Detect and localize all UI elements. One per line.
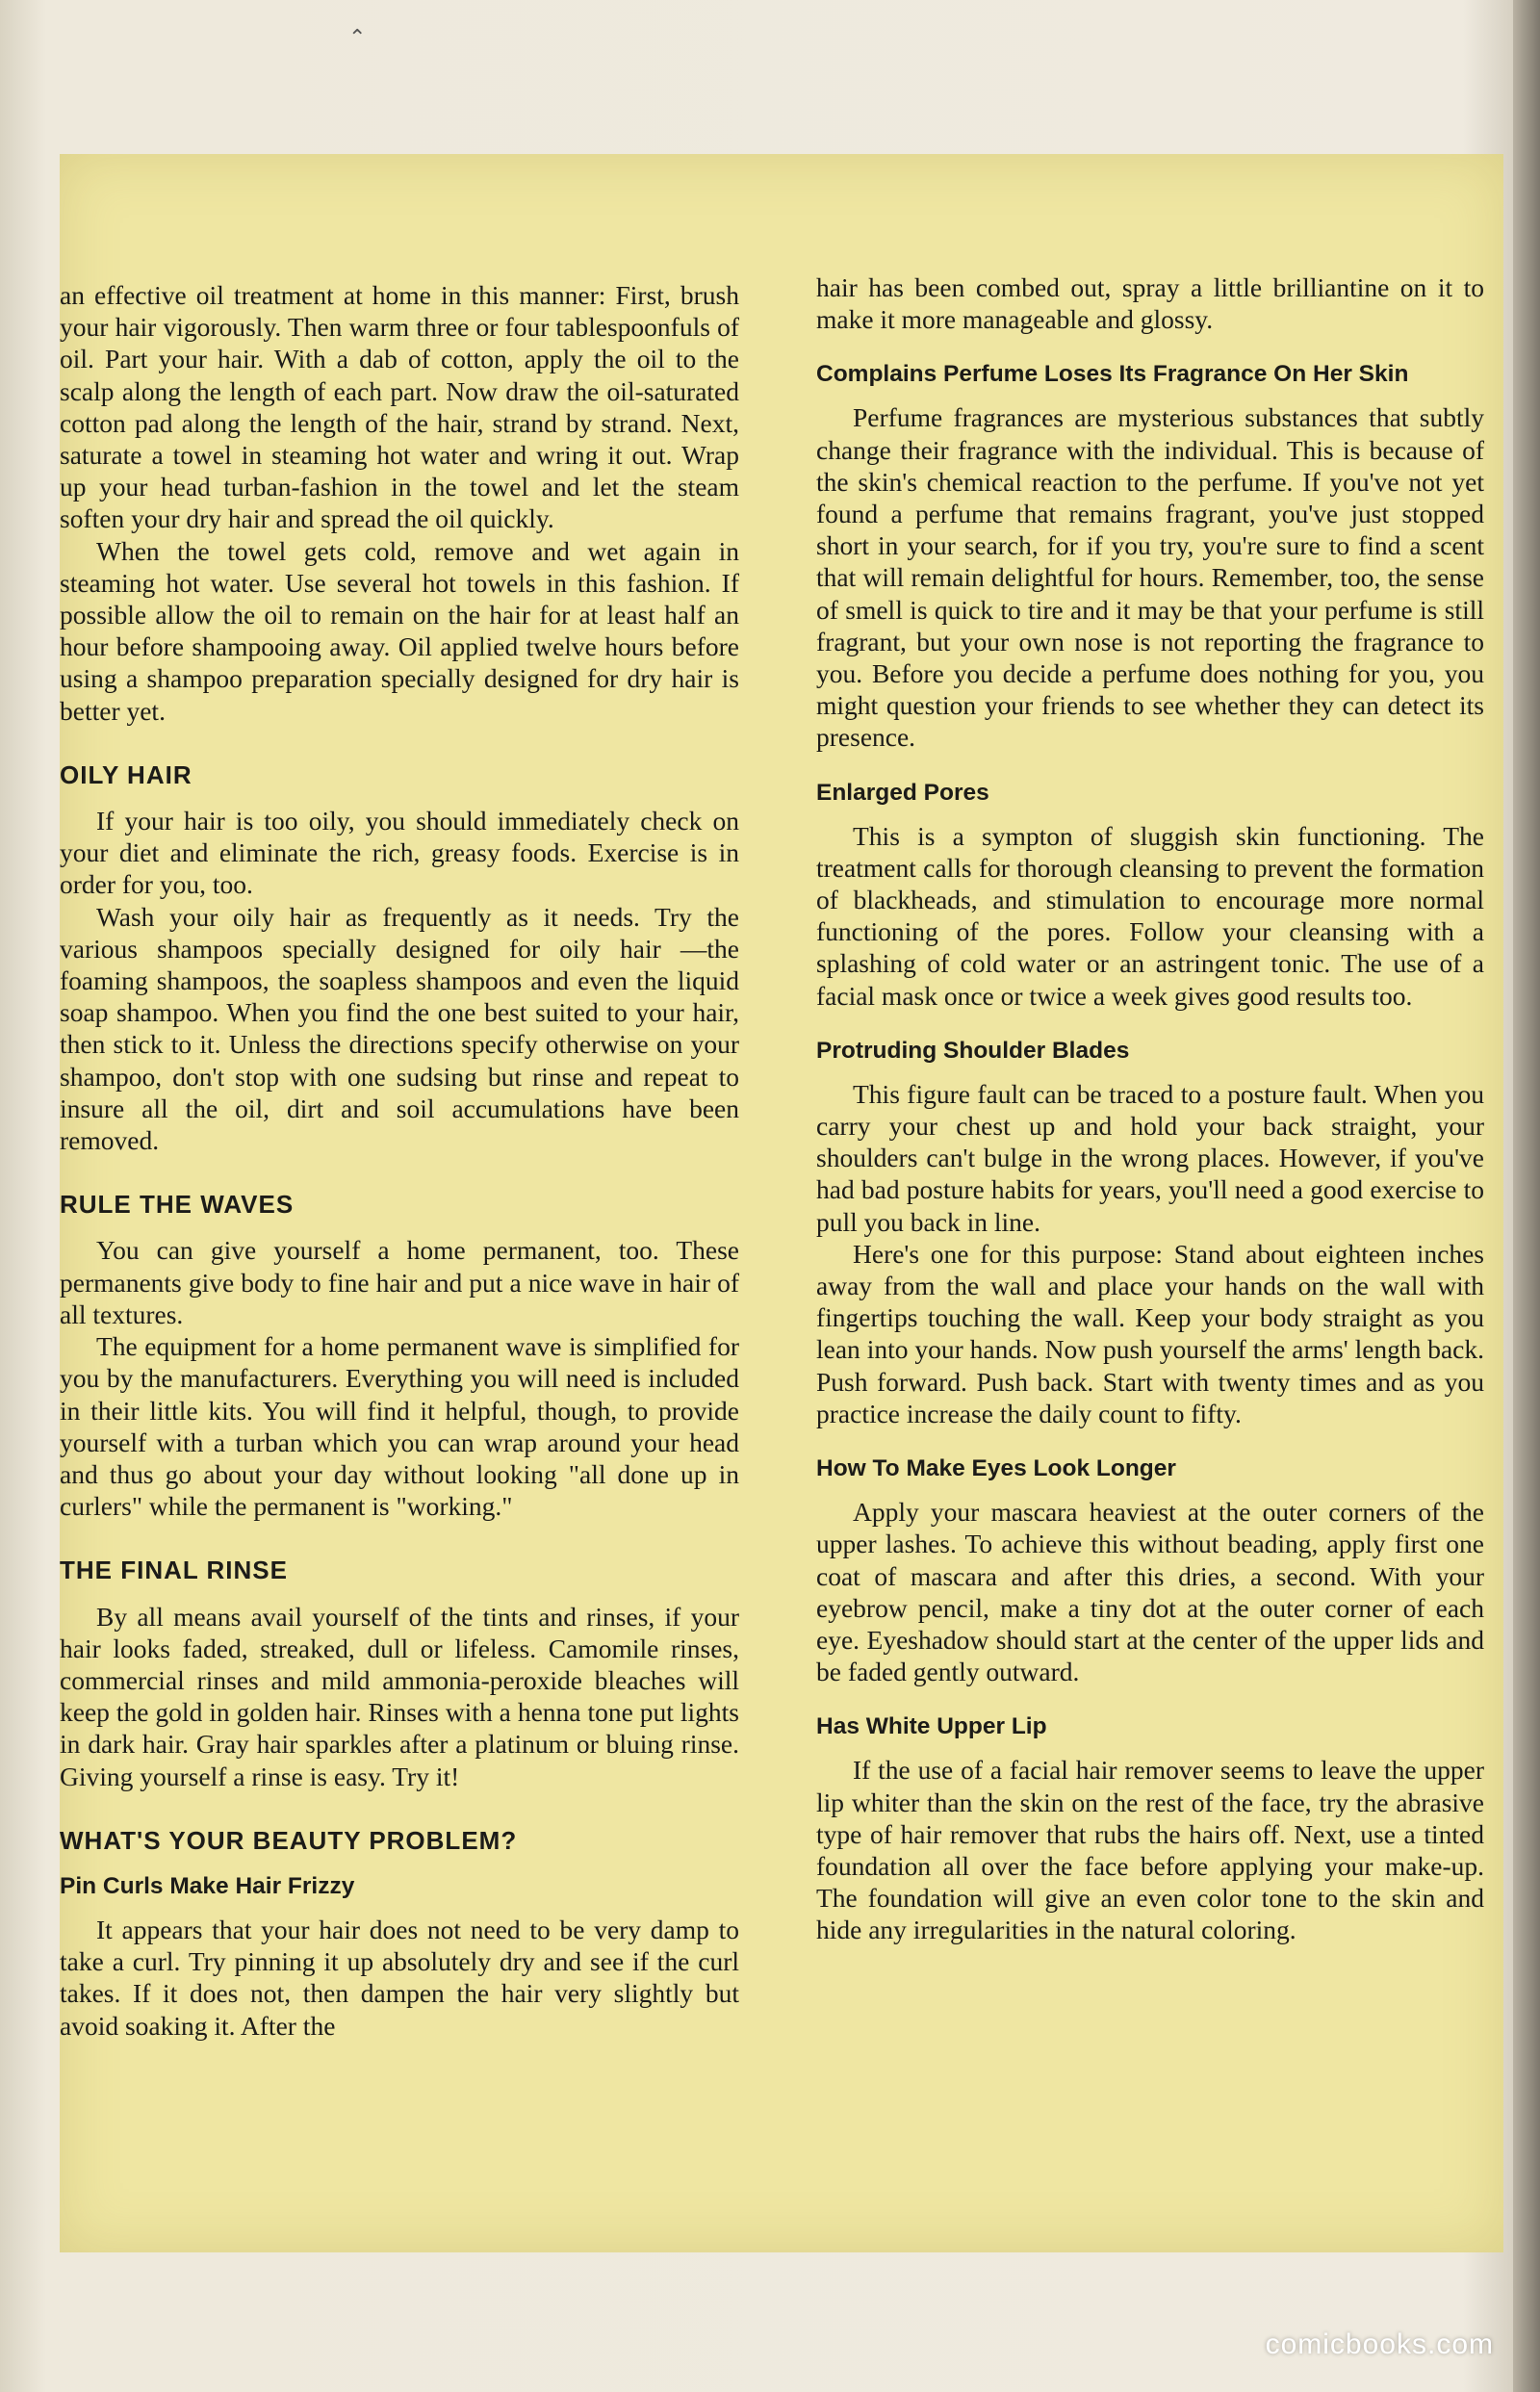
heading-final-rinse: THE FINAL RINSE bbox=[60, 1556, 288, 1585]
heading-beauty-problem: WHAT'S YOUR BEAUTY PROBLEM? bbox=[60, 1825, 518, 1855]
subheading-eyes-longer: How To Make Eyes Look Longer bbox=[816, 1455, 1176, 1482]
subheading-white-upper-lip: Has White Upper Lip bbox=[816, 1713, 1047, 1740]
oily-hair-paragraph-1: If your hair is too oily, you should immediately check on your diet and eliminate the rich, greasy foods. Exercise is in order for you, too. bbox=[60, 806, 739, 900]
intro-paragraph-1: an effective oil treatment at home in this manner: First, brush your hair vigorously. Then warm three or four tablespoonfuls of oil. Part your hair. With a dab of cotton, apply the oil to the scalp along the length of each part. Now draw the oil-saturated cotton pad along the length of the hair, strand by strand. Next, saturate a towel in steaming hot water and wring it out. Wrap up your head turban-fashion in the towel and let the steam soften your dry hair and spread the oil quickly. bbox=[60, 280, 739, 534]
subheading-pin-curls: Pin Curls Make Hair Frizzy bbox=[60, 1872, 355, 1899]
perfume-paragraph: Perfume fragrances are mysterious substances that subtly change their fragrance with the individual. This is because of the skin's chemical reaction to the perfume. If you've not yet found a perfume that remains fragrant, you've just stopped short in your search, for if you try, you're sure to find a scent that will remain delightful for hours. Remember, too, the sense of smell is quick to tire and it may be that your perfume is still fragrant, but your own nose is not reporting the fragrance to you. Before you decide a perfume does nothing for you, you might question your friends to see whether they can detect its presence. bbox=[816, 402, 1484, 753]
oily-hair-paragraph-2: Wash your oily hair as frequently as it needs. Try the various shampoos specially designed for oily hair —the foaming shampoos, the soapless shampoos and even the liquid soap shampoo. When you find the one best suited to your hair, then stick to it. Unless the directions specify otherwise on your shampoo, don't stop with one sudsing but rinse and repeat to insure all the oil, dirt and soil accumulations have been removed. bbox=[60, 901, 739, 1156]
pin-curls-paragraph: It appears that your hair does not need to be very damp to take a curl. Try pinning it up absolutely dry and see if the curl takes. If it does not, then dampen the hair very slightly but avoid soaking it. After the bbox=[60, 1914, 739, 2041]
subheading-shoulder-blades: Protruding Shoulder Blades bbox=[816, 1037, 1130, 1064]
intro-paragraph-2: When the towel gets cold, remove and wet again in steaming hot water. Use several hot towels in this fashion. If possible allow the oil to remain on the hair for at least half an hour before shampooing away. Oil applied twelve hours before using a shampoo preparation specially designed for dry hair is better yet. bbox=[60, 535, 739, 726]
shoulders-paragraph-2: Here's one for this purpose: Stand about eighteen inches away from the wall and place your hands on the wall with fingertips touching the wall. Keep your body straight as you lean into your hands. Now push yourself the arms' length back. Push forward. Push back. Start with twenty times and as you practice increase the daily count to fifty. bbox=[816, 1238, 1484, 1428]
continued-paragraph: hair has been combed out, spray a little brilliantine on it to make it more manageable and glossy. bbox=[816, 272, 1484, 335]
rule-waves-paragraph-2: The equipment for a home permanent wave is simplified for you by the manufacturers. Everything you will need is included in their little kits. You will find it helpful, though, to provide yourself with a turban which you can wrap around your head and thus go about your day without looking "all done up in curlers" while the permanent is "working." bbox=[60, 1331, 739, 1522]
subheading-perfume: Complains Perfume Loses Its Fragrance On Her Skin bbox=[816, 361, 1409, 388]
eyes-paragraph: Apply your mascara heaviest at the outer corners of the upper lashes. To achieve this without beading, apply first one coat of mascara and after this dries, a second. With your eyebrow pencil, make a tiny dot at the outer corner of each eye. Eyeshadow should start at the center of the upper lids and be faded gently outward. bbox=[816, 1497, 1484, 1687]
subheading-enlarged-pores: Enlarged Pores bbox=[816, 779, 989, 806]
shoulders-paragraph-1: This figure fault can be traced to a posture fault. When you carry your chest up and hold your back straight, your shoulders can't bulge in the wrong places. However, if you've had bad posture habits for years, you'll need a good exercise to pull you back in line. bbox=[816, 1078, 1484, 1237]
final-rinse-paragraph: By all means avail yourself of the tints and rinses, if your hair looks faded, streaked, dull or lifeless. Camomile rinses, commercial rinses and mild ammonia-peroxide bleaches will keep the gold in golden hair. Rinses with a henna tone put lights in dark hair. Gray hair sparkles after a platinum or bluing rinse. Giving yourself a rinse is easy. Try it! bbox=[60, 1601, 739, 1791]
pores-paragraph: This is a sympton of sluggish skin functioning. The treatment calls for thorough cleansing to prevent the formation of blackheads, and stimulation to encourage more normal functioning of the pores. Follow your cleansing with a splashing of cold water or an astringent tonic. The use of a facial mask once or twice a week gives good results too. bbox=[816, 820, 1484, 1011]
heading-oily-hair: OILY HAIR bbox=[60, 759, 192, 789]
heading-rule-the-waves: RULE THE WAVES bbox=[60, 1190, 295, 1220]
rule-waves-paragraph-1: You can give yourself a home permanent, too. These permanents give body to fine hair and put a nice wave in hair of all textures. bbox=[60, 1235, 739, 1329]
site-watermark: comicbooks.com bbox=[1265, 2328, 1494, 2360]
left-column bbox=[60, 279, 739, 2042]
article-panel bbox=[60, 154, 1503, 2252]
binding-spine bbox=[1513, 0, 1540, 2392]
lip-paragraph: If the use of a facial hair remover seems to leave the upper lip whiter than the skin on the rest of the face, try the abrasive type of hair remover that rubs the hairs off. Next, use a tinted foundation all over the face before applying your make-up. The foundation will give an even color tone to the skin and hide any irregularities in the natural coloring. bbox=[816, 1755, 1484, 1945]
pencil-mark: ⌃ bbox=[348, 25, 367, 49]
right-column bbox=[816, 271, 1484, 1946]
